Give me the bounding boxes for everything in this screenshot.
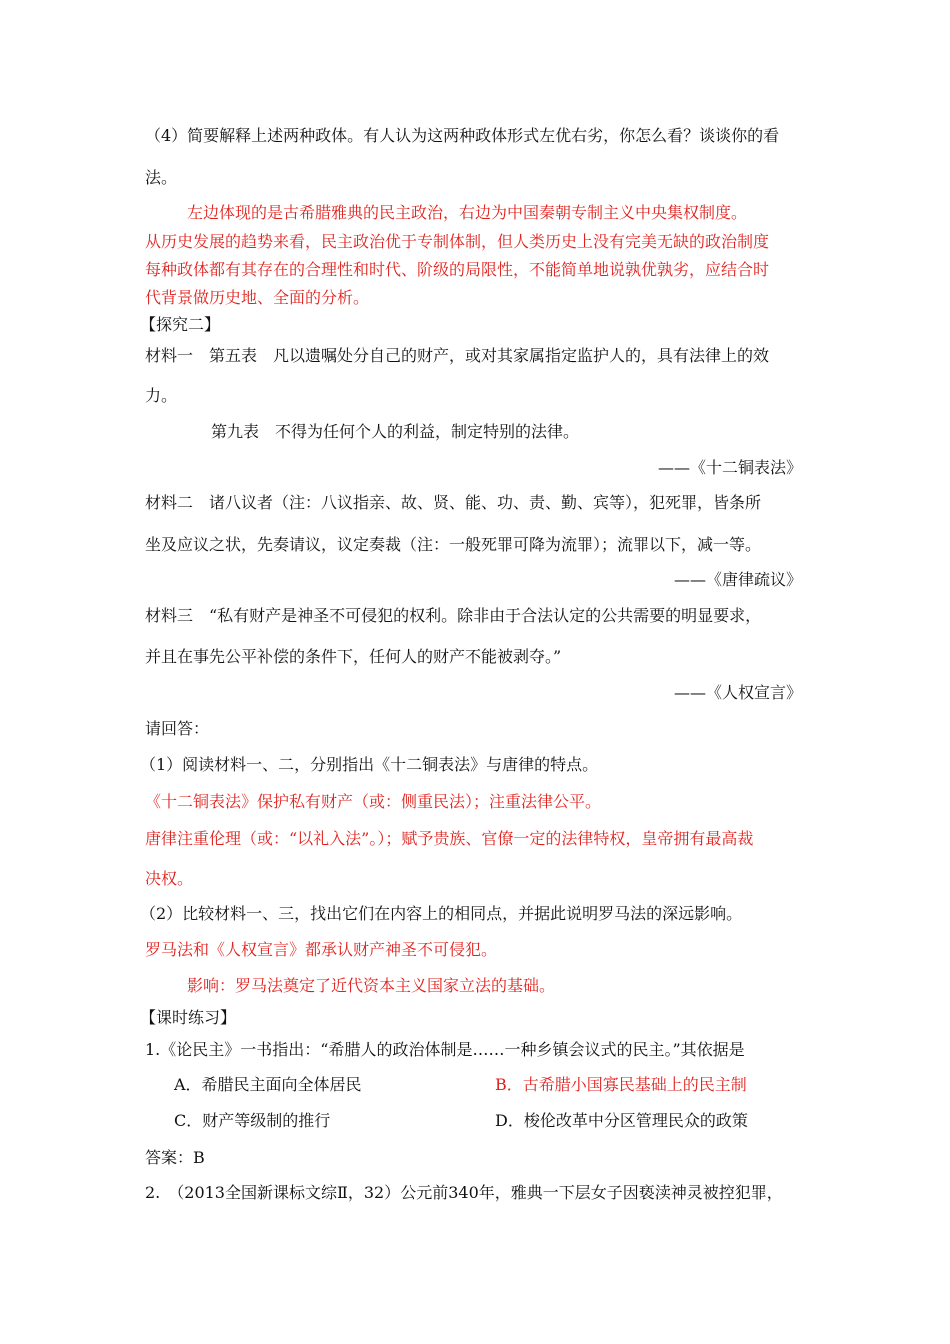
material3-source: ——《人权宣言》 xyxy=(673,683,802,702)
option-c: C．财产等级制的推行 xyxy=(174,1111,331,1130)
option-d: D．梭伦改革中分区管理民众的政策 xyxy=(495,1111,748,1130)
explore2-heading: 【探究二】 xyxy=(140,315,221,334)
material3-line-1: 材料三 “私有财产是神圣不可侵犯的权利。除非由于合法认定的公共需要的明显要求， xyxy=(145,606,762,625)
q4-line-1: （4）简要解释上述两种政体。有人认为这两种政体形式左优右劣，你怎么看？谈谈你的看 xyxy=(145,126,780,145)
q4-line-2: 法。 xyxy=(145,168,178,187)
answer-1-line-3: 决权。 xyxy=(145,869,194,888)
material2-line-2: 坐及应议之状，先奏请议，议定奏裁（注：一般死罪可降为流罪）；流罪以下，减一等。 xyxy=(145,535,762,554)
material1-source: ——《十二铜表法》 xyxy=(657,458,802,477)
q4-answer-line-1: 左边体现的是古希腊雅典的民主政治，右边为中国秦朝专制主义中央集权制度。 xyxy=(187,203,748,222)
answer-1-line-2: 唐律注重伦理（或：“以礼入法”。）；赋予贵族、官僚一定的法律特权，皇帝拥有最高裁 xyxy=(145,829,754,848)
practice-q1-answer: 答案：B xyxy=(145,1148,205,1167)
material2-source: ——《唐律疏议》 xyxy=(673,570,802,589)
question-1: （1）阅读材料一、二，分别指出《十二铜表法》与唐律的特点。 xyxy=(140,755,599,774)
material1-line-3: 第九表 不得为任何个人的利益，制定特别的法律。 xyxy=(211,422,580,441)
answer-2-line-1: 罗马法和《人权宣言》都承认财产神圣不可侵犯。 xyxy=(145,940,498,959)
answer-2-line-2: 影响：罗马法奠定了近代资本主义国家立法的基础。 xyxy=(187,976,556,995)
answer-prompt: 请回答： xyxy=(145,719,210,738)
material1-line-1: 材料一 第五表 凡以遗嘱处分自己的财产，或对其家属指定监护人的，具有法律上的效 xyxy=(145,346,770,365)
practice-heading: 【课时练习】 xyxy=(140,1008,237,1027)
material1-line-2: 力。 xyxy=(145,386,178,405)
material2-line-1: 材料二 诸八议者（注：八议指亲、故、贤、能、功、责、勤、宾等），犯死罪，皆条所 xyxy=(145,493,762,512)
practice-q2-stem: 2. （2013全国新课标文综Ⅱ，32）公元前340年，雅典一下层女子因亵渎神灵被控犯罪， xyxy=(145,1183,783,1202)
answer-1-line-1: 《十二铜表法》保护私有财产（或：侧重民法）；注重法律公平。 xyxy=(145,792,602,811)
q4-answer-line-3: 每种政体都有其存在的合理性和时代、阶级的局限性，不能简单地说孰优孰劣，应结合时 xyxy=(145,260,770,279)
practice-q1-stem: 1.《论民主》一书指出：“希腊人的政治体制是……一种乡镇会议式的民主。”其依据是 xyxy=(145,1040,745,1059)
option-a: A．希腊民主面向全体居民 xyxy=(174,1075,362,1094)
option-b: B．古希腊小国寡民基础上的民主制 xyxy=(495,1075,747,1094)
question-2: （2）比较材料一、三，找出它们在内容上的相同点，并据此说明罗马法的深远影响。 xyxy=(140,904,743,923)
q4-answer-line-2: 从历史发展的趋势来看，民主政治优于专制体制，但人类历史上没有完美无缺的政治制度 xyxy=(145,232,770,251)
q4-answer-line-4: 代背景做历史地、全面的分析。 xyxy=(145,288,370,307)
material3-line-2: 并且在事先公平补偿的条件下，任何人的财产不能被剥夺。” xyxy=(145,647,562,666)
